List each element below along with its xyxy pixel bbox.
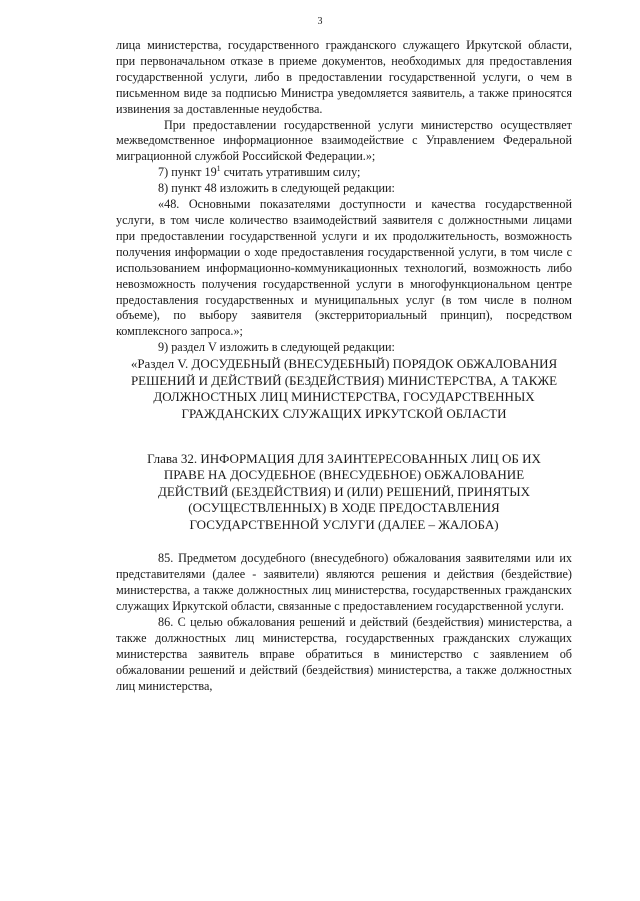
paragraph-point-48: «48. Основными показателями доступности и качества государственной услуги, в том числе количество взаимодействий заявителя с должностными лицами при предоставлении государственной услуги и их продолжительность, возможность получения информации о ходе предоставления государственной услуги, в том числе с использованием информационно-коммуникационных технологий, возможность либо невозможность получения государственной услуги в многофункциональном центре предоставления государственных и муниципальных услуг (в том числе в полном объеме), по выбору заявителя (экстерриториальный принцип), посредством комплексного запроса.»; (116, 197, 572, 339)
paragraph-item-9: 9) раздел V изложить в следующей редакции: (158, 340, 395, 355)
item-7-text: 7) пункт 19 (158, 165, 217, 180)
chapter-title: Глава 32. ИНФОРМАЦИЯ ДЛЯ ЗАИНТЕРЕСОВАННЫХ ЛИЦ ОБ ИХ ПРАВЕ НА ДОСУДЕБНОЕ (ВНЕСУДЕБНОЕ) ОБЖАЛОВАНИЕ ДЕЙСТВИЙ (БЕЗДЕЙСТВИЯ) И (ИЛИ) РЕШЕНИЙ, ПРИНЯТЫХ (ОСУЩЕСТВЛЕННЫХ) В ХОДЕ ПРЕДОСТАВЛЕНИЯ ГОСУДАРСТВЕННОЙ УСЛУГИ (ДАЛЕЕ – ЖАЛОБА) (147, 450, 541, 532)
paragraph-item-8: 8) пункт 48 изложить в следующей редакции: (158, 181, 395, 196)
paragraph-86: 86. С целью обжалования решений и действий (бездействия) министерства, а также должностных лиц министерства, государственных гражданских служащих министерства заявитель вправе обратиться в министерство с заявлением об обжаловании решений и действий (бездействия) министерства, а также должностных лиц министерства, (116, 615, 572, 693)
paragraph-85: 85. Предметом досудебного (внесудебного) обжалования заявителями или их представителями (далее - заявители) являются решения и действия (бездействие) министерства, а также должностных лиц министерства, государственных гражданских служащих Иркутской области, связанные с предоставлением государственной услуги. (116, 551, 572, 614)
item-7-tail: считать утратившим силу; (220, 165, 361, 180)
section-title: «Раздел V. ДОСУДЕБНЫЙ (ВНЕСУДЕБНЫЙ) ПОРЯДОК ОБЖАЛОВАНИЯ РЕШЕНИЙ И ДЕЙСТВИЙ (БЕЗДЕЙСТВИЯ) МИНИСТЕРСТВА, А ТАКЖЕ ДОЛЖНОСТНЫХ ЛИЦ МИНИСТЕРСТВА, ГОСУДАРСТВЕННЫХ ГРАЖДАНСКИХ СЛУЖАЩИХ ИРКУТСКОЙ ОБЛАСТИ (130, 356, 558, 421)
paragraph-item-7 (116, 165, 572, 181)
page-number: 3 (317, 16, 323, 27)
paragraph-interaction: При предоставлении государственной услуги министерство осуществляет межведомственное информационное взаимодействие с Управлением Федеральной миграционной службой Российской Федерации.»; (116, 117, 572, 164)
paragraph-continuation: лица министерства, государственного гражданского служащего Иркутской области, при первоначальном отказе в приеме документов, необходимых для предоставления государственной услуги, либо в предоставлении государственной услуги, о чем в письменном виде за подписью Министра уведомляется заявитель, а также приносятся извинения за доставленные неудобства. (116, 38, 572, 116)
item-7-superscript: 1 (216, 164, 221, 174)
document-body (116, 38, 572, 695)
